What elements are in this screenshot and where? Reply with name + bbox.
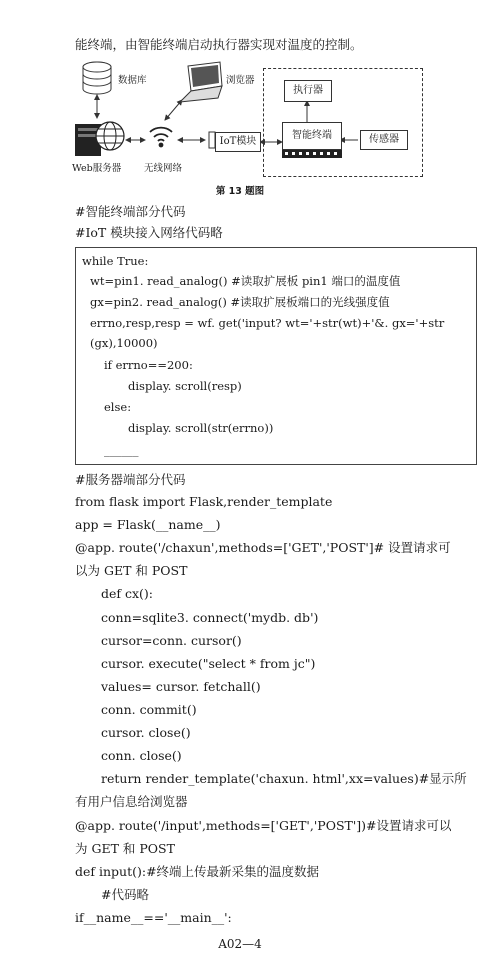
code-line: (gx),10000) xyxy=(90,336,158,350)
server-code-line: return render_template('chaxun. html',xx=values)#显示所 xyxy=(101,771,467,786)
code-line: else: xyxy=(104,400,132,414)
code-line: display. scroll(str(errno)) xyxy=(128,421,274,435)
server-code-line: def cx(): xyxy=(101,586,154,601)
database-icon xyxy=(83,62,111,94)
laptop-icon xyxy=(180,62,222,102)
heading-terminal-code: #智能终端部分代码 xyxy=(75,204,186,219)
server-code-line: cursor=conn. cursor() xyxy=(101,633,242,648)
code-line: while True: xyxy=(82,254,149,268)
database-label: 数据库 xyxy=(118,75,147,86)
server-code-line: #代码略 xyxy=(101,887,149,902)
server-code-line: 为 GET 和 POST xyxy=(75,841,175,856)
wireless-label: 无线网络 xyxy=(144,163,183,174)
server-code-line: app = Flask(__name__) xyxy=(75,517,221,532)
figure-caption: 第 13 题图 xyxy=(215,186,265,197)
server-code-line: cursor. execute("select * from jc") xyxy=(101,656,316,671)
server-code-line: conn. close() xyxy=(101,748,182,763)
server-code-line: @app. route('/chaxun',methods=['GET','POST']# 设置请求可 xyxy=(75,540,451,555)
server-code-line: def input():#终端上传最新采集的温度数据 xyxy=(75,864,320,879)
code-line: wt=pin1. read_analog() #读取扩展板 pin1 端口的温度值 xyxy=(90,274,401,288)
heading-server-code: #服务器端部分代码 xyxy=(75,472,186,487)
server-code-line: from flask import Flask,render_template xyxy=(75,494,333,509)
server-code-line: conn. commit() xyxy=(101,702,197,717)
server-code-line: 以为 GET 和 POST xyxy=(75,563,188,578)
server-code-line: conn=sqlite3. connect('mydb. db') xyxy=(101,610,319,625)
web-server-label: Web服务器 xyxy=(72,163,122,174)
code-blank: ______ xyxy=(104,443,139,457)
code-line: if errno==200: xyxy=(104,358,193,372)
system-diagram xyxy=(70,60,430,190)
code-line: errno,resp,resp = wf. get('input? wt='+str(wt)+'&. gx='+str xyxy=(90,316,445,330)
browser-label: 浏览器 xyxy=(226,75,255,86)
intro-line: 能终端，由智能终端启动执行器实现对温度的控制。 xyxy=(75,37,363,52)
wifi-icon xyxy=(150,128,172,147)
server-code-line: if__name__=='__main__': xyxy=(75,910,232,925)
code-line: display. scroll(resp) xyxy=(128,379,242,393)
server-code-line: 有用户信息给浏览器 xyxy=(75,794,188,809)
sensor-box: 传感器 xyxy=(360,130,408,150)
smart-terminal-box: 智能终端 xyxy=(282,122,342,150)
iot-module-box: IoT模块 xyxy=(215,132,261,152)
server-code-line: values= cursor. fetchall() xyxy=(101,679,261,694)
executor-box: 执行器 xyxy=(284,80,332,102)
terminal-code-box xyxy=(75,247,477,465)
heading-iot-code: #IoT 模块接入网络代码略 xyxy=(75,225,223,240)
web-server-icon xyxy=(75,122,124,156)
server-code-line: @app. route('/input',methods=['GET','POST'])#设置请求可以 xyxy=(75,818,452,833)
server-code-line: cursor. close() xyxy=(101,725,191,740)
page-footer: A02—4 xyxy=(218,937,262,951)
code-line: gx=pin2. read_analog() #读取扩展板端口的光线强度值 xyxy=(90,295,390,309)
